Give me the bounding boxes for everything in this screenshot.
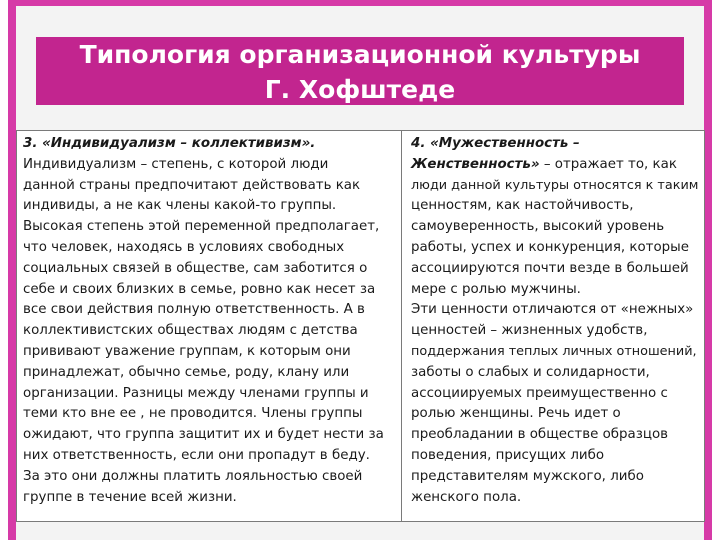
right-line: представителям мужского, либо: [411, 468, 644, 484]
left-line: них ответственность, если они пропадут в беду.: [23, 447, 370, 463]
right-line: люди данной культуры относятся к таким: [411, 177, 699, 193]
left-line: себе и своих близких в семье, ровно как несет за: [23, 281, 376, 297]
right-line: ролью женщины. Речь идет о: [411, 406, 621, 422]
right-line: ценностям, как настойчивость,: [411, 198, 634, 214]
left-line: организации. Разницы между членами группы и: [23, 385, 369, 401]
right-column-heading: 4. «Мужественность –: [411, 136, 580, 151]
left-line: ожидают, что группа защитит их и будет нести за: [23, 427, 384, 443]
content-table: [16, 130, 705, 522]
left-line: принадлежат, обычно семье, роду, клану или: [23, 364, 350, 380]
title-line-1: Типология организационной культуры: [79, 40, 641, 69]
right-line: поведения, присущих либо: [411, 447, 605, 463]
left-line: Высокая степень этой переменной предполагает,: [23, 219, 380, 235]
right-line: работы, успех и конкуренция, которые: [411, 239, 689, 255]
right-line: мере с ролью мужчины.: [411, 281, 581, 297]
right-line: ассоциируемых преимущественно с: [411, 385, 668, 401]
left-line: Индивидуализм – степень, с которой люди: [23, 156, 329, 172]
left-line: все свои действия полную ответственность. А в: [23, 302, 365, 318]
left-line: теми кто вне ее , не проводится. Члены группы: [23, 406, 363, 422]
left-line: индивиды, а не как члены какой-то группы.: [23, 198, 337, 214]
title-banner: [36, 37, 684, 105]
left-column-heading: 3. «Индивидуализм – коллективизм».: [23, 136, 316, 151]
left-column: [17, 131, 402, 521]
left-line: данной страны предпочитают действовать как: [23, 177, 361, 193]
left-line: социальных связей в обществе, сам заботится о: [23, 260, 368, 276]
title-line-2: Г. Хофштеде: [264, 75, 456, 104]
right-line: преобладании в обществе образцов: [411, 427, 669, 443]
left-line: что человек, находясь в условиях свободных: [23, 239, 345, 255]
right-line: ценностей – жизненных удобств,: [411, 323, 648, 339]
right-line: заботы о слабых и солидарности,: [411, 364, 650, 380]
right-heading-rest: – отражает то, как: [539, 156, 677, 172]
right-line: самоуверенность, высокий уровень: [411, 219, 665, 235]
left-line: группе в течение всей жизни.: [23, 489, 237, 505]
left-line: прививают уважение группам, к которым они: [23, 343, 351, 359]
right-column: [402, 131, 704, 521]
left-line: коллективистских обществах людям с детства: [23, 323, 358, 339]
right-line: Эти ценности отличаются от «нежных»: [411, 302, 694, 318]
left-line: За это они должны платить лояльностью своей: [23, 468, 363, 484]
right-line: женского пола.: [411, 489, 522, 505]
right-heading-emphasis: Женственность»: [411, 156, 540, 172]
right-line: ассоциируются почти везде в большей: [411, 260, 689, 276]
right-heading-line-2: [411, 155, 698, 176]
right-line: поддержания теплых личных отношений,: [411, 343, 697, 359]
